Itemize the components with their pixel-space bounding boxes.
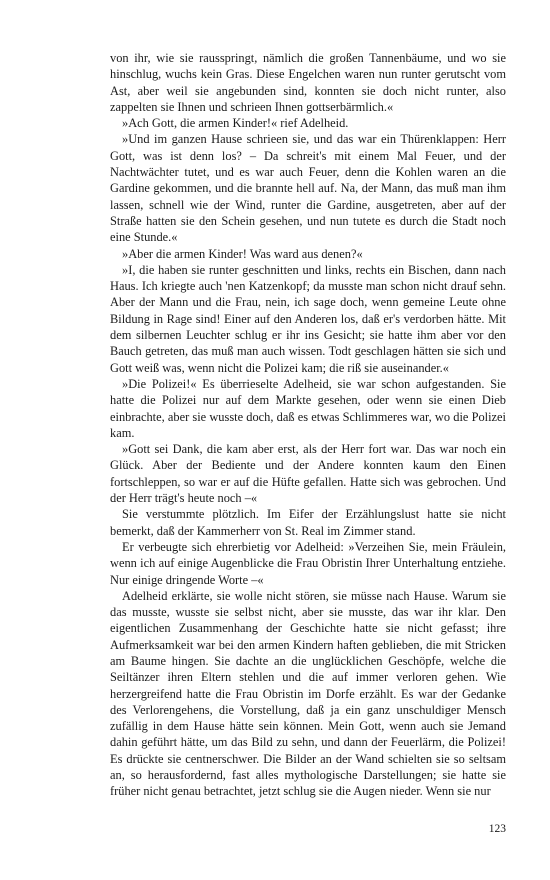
paragraph-dialogue: »Und im ganzen Hause schrieen sie, und das war ein Thürenklappen: Herr Gott, was ist denn los? – Da schreit's mit einem Mal Feuer, und der Nachtwächter tutet, und es war auch Feuer, denn die Kohlen waren an die Gardine gekommen, und die brannte hell auf. Na, der Mann, das muß man ihm lassen, schnell wie der Wind, runter die Gardine, ausgetreten, aber auf der Straße hatten sie den Schein gesehen, und nun tutete es durch die Stadt noch eine Stunde.« — [110, 132, 506, 245]
paragraph-dialogue: »Ach Gott, die armen Kinder!« rief Adelheid. — [122, 116, 349, 131]
paragraph-narrative: Adelheid erklärte, sie wolle nicht stören, sie müsse nach Hause. Warum sie das musste, wusste sie selbst nicht, aber sie musste, das war ihr klar. Den eigentlichen Zusammenhang der Geschichte hatte sie nicht gefasst; ihre Aufmerksamkeit war bei den armen Kindern haften geblieben, die mit Stricken am Baume hingen. Sie dachte an die unglücklichen Geschöpfe, welche die Seiltänzer ihren Eltern stehlen und die auf immer verloren gehen. Wie herzergreifend hatte die Frau Obristin im Dorfe erzählt. Es war der Gedanke des Verlorengehens, die Vorstellung, daß ja ein ganz unschuldiger Mensch zufällig in dem Hause hätte sein können. Mein Gott, wenn auch sie Jemand dahin geführt hätte, um das Bild zu sehn, und dann der Feuerlärm, die Polizei! Es drückte sie centnerschwer. Die Bilder an der Wand schielten sie so seltsam an, so herausfordernd, fast alles mythologische Darstellungen; sie hatte sie früher nicht genau betrachtet, jetzt schlug sie die Augen nieder. Wenn sie nur — [110, 588, 506, 799]
page-text-block — [110, 50, 506, 800]
paragraph-dialogue: »Gott sei Dank, die kam aber erst, als der Herr fort war. Das war noch ein Glück. Aber der Bediente und der Andere konnten kaum den Einen fortschleppen, so war er auf die Hüfte gefallen. Hatte sich was gebrochen. Und der Herr trägt's heute noch –« — [110, 442, 506, 506]
page-number: 123 — [488, 823, 506, 835]
paragraph-dialogue: »I, die haben sie runter geschnitten und links, rechts ein Bischen, dann nach Haus. Ich kriegte auch 'nen Katzenkopf; da musste man schon nicht drauf sehn. Aber der Mann und die Frau, nein, ich sage doch, wenn gemeine Leute ohne Bildung in Rage sind! Einer auf den Anderen los, daß er's verdorben hätte. Mit dem silbernen Leuchter schlug er ihr ins Gesicht; sie hatte ihm aber vor den Bauch getreten, das muß man auch wissen. Todt geschlagen hätten sie sich und Gott weiß was, wenn nicht die Polizei kam; die riß sie auseinander.« — [110, 262, 506, 375]
paragraph-narrative: Er verbeugte sich ehrerbietig vor Adelheid: »Verzeihen Sie, mein Fräulein, wenn ich auf einige Augenblicke die Frau Obristin Ihrer Unterhaltung entziehe. Nur einige dringende Worte –« — [110, 539, 506, 587]
paragraph-narrative: Sie verstummte plötzlich. Im Eifer der Erzählungslust hatte sie nicht bemerkt, daß der Kammerherr von St. Real im Zimmer stand. — [110, 507, 506, 538]
paragraph-continuation: von ihr, wie sie rausspringt, nämlich die großen Tannenbäume, und wo sie hinschlug, wuchs kein Gras. Diese Engelchen waren nun runter gerutscht vom Ast, aber weil sie angebunden sind, konnten sie doch nicht runter, also zappelten sie Ihnen und schrieen Ihnen gottserbärmlich.« — [110, 51, 506, 114]
paragraph-dialogue: »Die Polizei!« Es überrieselte Adelheid, sie war schon aufgestanden. Sie hatte die Polizei nur auf dem Markte gesehen, oder wenn sie einen Dieb einbrachte, aber sie wusste doch, daß es etwas Schlimmeres war, wo die Polizei kam. — [110, 376, 506, 440]
paragraph-dialogue: »Aber die armen Kinder! Was ward aus denen?« — [122, 246, 363, 261]
